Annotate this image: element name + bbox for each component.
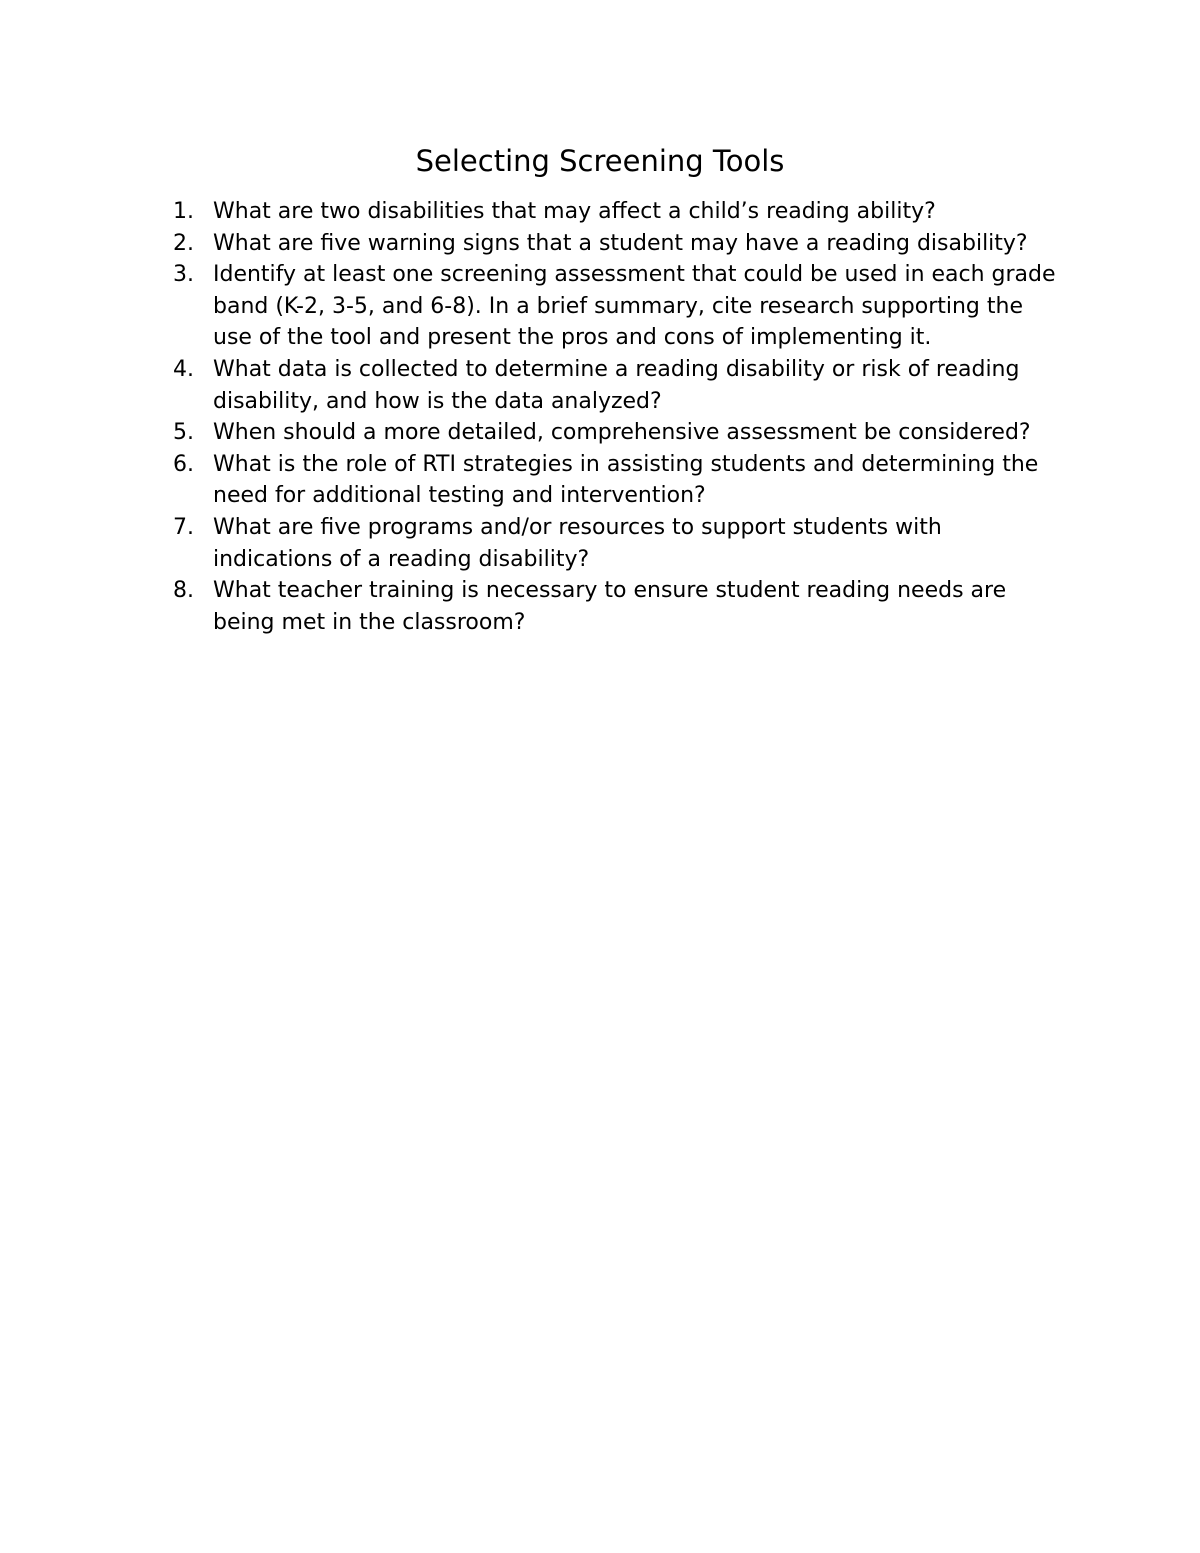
question-item [0, 196, 1063, 228]
question-text: What is the role of RTI strategies in assisting students and determining the need for additional testing and intervention? [213, 451, 1039, 509]
question-number: 4. [173, 356, 194, 382]
question-number: 2. [173, 230, 194, 256]
question-text: When should a more detailed, comprehensive assessment be considered? [213, 420, 1031, 446]
question-number: 8. [173, 578, 194, 604]
question-number: 3. [173, 262, 194, 288]
question-item [0, 259, 1063, 354]
question-number: 1. [173, 199, 194, 224]
question-text: What are five programs and/or resources to support students with indications of a reading disability? [213, 514, 942, 572]
question-number: 6. [173, 451, 194, 477]
question-item [0, 417, 1063, 449]
question-item [0, 228, 1063, 260]
question-list [0, 196, 1200, 638]
question-item [0, 575, 1063, 638]
question-item [0, 449, 1063, 512]
page-title: Selecting Screening Tools [415, 144, 785, 178]
question-text: What data is collected to determine a reading disability or risk of reading disability, and how is the data analyzed? [213, 356, 1020, 414]
question-number: 7. [173, 514, 194, 540]
question-number: 5. [173, 420, 194, 446]
question-item [0, 354, 1063, 417]
question-text: What teacher training is necessary to ensure student reading needs are being met in the classroom? [213, 578, 1007, 635]
question-text: What are two disabilities that may affect a child’s reading ability? [213, 199, 936, 224]
question-text: What are five warning signs that a student may have a reading disability? [213, 230, 1028, 256]
question-item [0, 512, 1063, 575]
question-text: Identify at least one screening assessment that could be used in each grade band (K-2, 3-5, and 6-8). In a brief summary, cite research supporting the use of the tool and present the pros and cons of implementing it. [213, 262, 1056, 351]
